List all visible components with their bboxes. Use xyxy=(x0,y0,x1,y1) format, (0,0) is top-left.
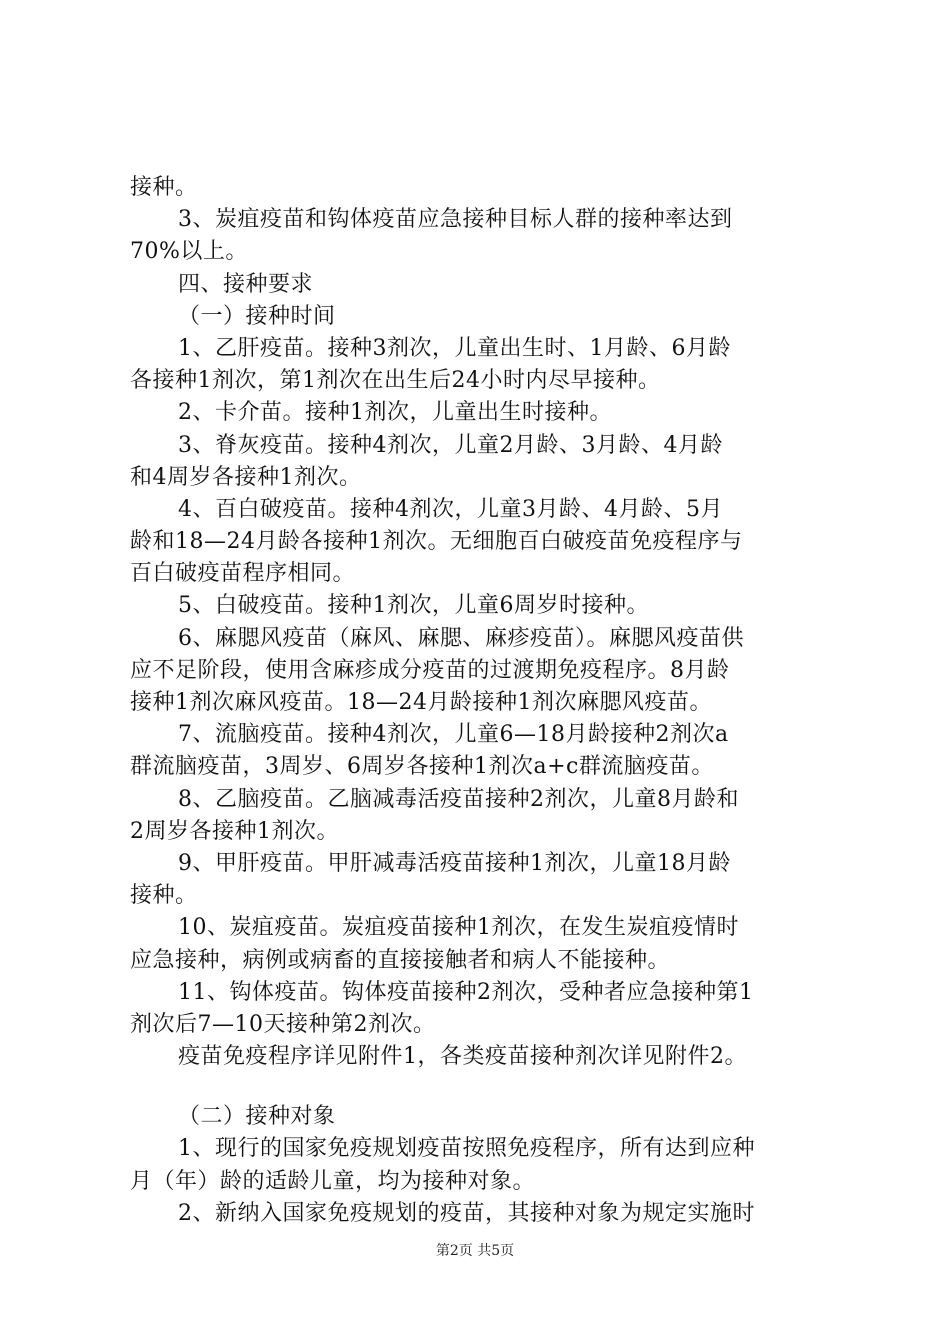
text-line: 龄和18—24月龄各接种1剂次。无细胞百白破疫苗免疫程序与 xyxy=(130,529,743,555)
text-line: 10、炭疽疫苗。炭疽疫苗接种1剂次，在发生炭疽疫情时 xyxy=(178,915,739,941)
text-line: 1、现行的国家免疫规划疫苗按照免疫程序，所有达到应种 xyxy=(178,1136,755,1162)
text-line: 2周岁各接种1剂次。 xyxy=(130,818,339,844)
text-line: 7、流脑疫苗。接种4剂次，儿童6—18月龄接种2剂次a xyxy=(178,722,729,748)
text-line: 和4周岁各接种1剂次。 xyxy=(130,464,362,490)
text-line: 5、白破疫苗。接种1剂次，儿童6周岁时接种。 xyxy=(178,593,649,619)
text-line: 8、乙脑疫苗。乙脑减毒活疫苗接种2剂次，儿童8月龄和 xyxy=(178,786,739,812)
text-line: 百白破疫苗程序相同。 xyxy=(130,561,356,587)
text-line: 4、百白破疫苗。接种4剂次，儿童3月龄、4月龄、5月 xyxy=(178,496,723,522)
text-line: （一）接种时间 xyxy=(178,303,336,329)
text-line: 9、甲肝疫苗。甲肝减毒活疫苗接种1剂次，儿童18月龄 xyxy=(178,850,731,876)
text-line: 各接种1剂次，第1剂次在出生后24小时内尽早接种。 xyxy=(130,368,661,394)
text-line: 6、麻腮风疫苗（麻风、麻腮、麻疹疫苗）。麻腮风疫苗供 xyxy=(178,625,744,651)
blank-line xyxy=(130,1073,830,1101)
text-line: 群流脑疫苗，3周岁、6周岁各接种1剂次a+c群流脑疫苗。 xyxy=(130,754,714,780)
text-line: 2、卡介苗。接种1剂次，儿童出生时接种。 xyxy=(178,400,612,426)
text-line: 1、乙肝疫苗。接种3剂次，儿童出生时、1月龄、6月龄 xyxy=(178,335,731,361)
text-line: 3、炭疽疫苗和钩体疫苗应急接种目标人群的接种率达到 xyxy=(178,207,733,233)
text-line: 接种。 xyxy=(130,175,198,200)
text-line: 70%以上。 xyxy=(130,239,248,265)
text-line: 2、新纳入国家免疫规划的疫苗，其接种对象为规定实施时 xyxy=(178,1200,755,1226)
document-body xyxy=(130,172,830,1230)
text-line: 四、接种要求 xyxy=(178,271,314,297)
text-line: 月（年）龄的适龄儿童，均为接种对象。 xyxy=(130,1168,536,1194)
text-line: 接种。 xyxy=(130,883,198,909)
text-line: 应不足阶段，使用含麻疹成分疫苗的过渡期免疫程序。8月龄 xyxy=(130,657,730,683)
text-line: 3、脊灰疫苗。接种4剂次，儿童2月龄、3月龄、4月龄 xyxy=(178,432,723,458)
page-footer: 第2页 共5页 xyxy=(435,1243,515,1259)
text-line: 疫苗免疫程序详见附件1，各类疫苗接种剂次详见附件2。 xyxy=(178,1044,747,1070)
text-line: 应急接种，病例或病畜的直接接触者和病人不能接种。 xyxy=(130,947,671,973)
text-line: 接种1剂次麻风疫苗。18—24月龄接种1剂次麻腮风疫苗。 xyxy=(130,690,712,715)
text-line: （二）接种对象 xyxy=(178,1104,336,1130)
text-line: 11、钩体疫苗。钩体疫苗接种2剂次，受种者应急接种第1 xyxy=(178,979,754,1005)
text-line: 剂次后7—10天接种第2剂次。 xyxy=(130,1011,436,1037)
